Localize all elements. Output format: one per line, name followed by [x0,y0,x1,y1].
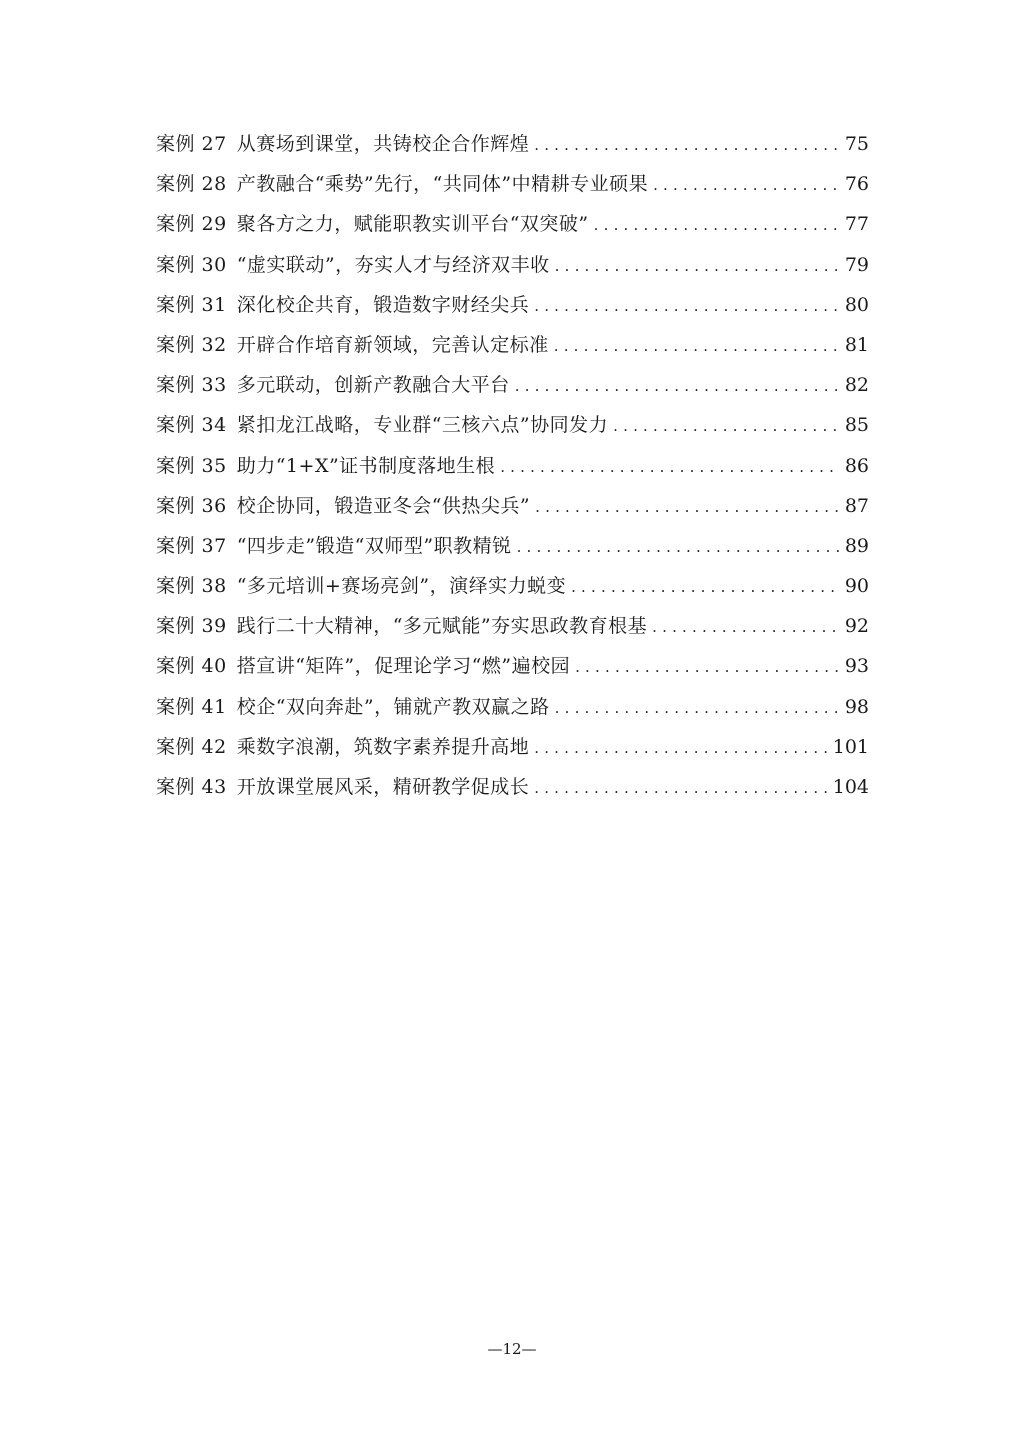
dot-leader [517,527,840,567]
toc-entry[interactable] [156,365,869,405]
toc-entry-label: 案例 34 [156,414,227,437]
dot-leader [534,125,840,165]
toc-entry-label: 案例 33 [156,374,227,397]
toc-entry[interactable] [156,606,869,646]
toc-entry-title: 紧扣龙江战略，专业群“三核六点”协同发力 [236,414,609,437]
toc-entry-page-number: 77 [844,213,869,236]
toc-entry[interactable] [156,566,869,606]
toc-entry-title: “多元培训+赛场亮剑”，演绎实力蜕变 [236,575,567,598]
toc-entry-page-number: 92 [844,615,869,638]
toc-entry-label: 案例 29 [156,213,227,236]
toc-entry[interactable] [156,727,869,767]
toc-entry-label: 案例 38 [156,575,227,598]
toc-entry-page-number: 98 [844,695,869,718]
dot-leader [555,246,840,286]
dot-leader [534,728,828,768]
toc-entry-label: 案例 28 [156,173,227,196]
toc-entry-title: 乘数字浪潮，筑数字素养提升高地 [236,735,530,758]
toc-entry[interactable] [156,204,869,244]
toc-entry-title: 校企“双向奔赴”，铺就产教双赢之路 [236,695,550,718]
toc-entry-page-number: 85 [844,414,869,437]
dot-leader [534,286,840,326]
toc-entry[interactable] [156,646,869,686]
dot-leader [534,768,828,808]
toc-entry-page-number: 79 [844,253,869,276]
dot-leader [594,205,840,245]
toc-entry-page-number: 104 [832,776,869,798]
toc-entry-label: 案例 35 [156,454,227,477]
table-of-contents [156,124,869,807]
toc-entry-label: 案例 42 [156,735,227,758]
toc-entry-label: 案例 31 [156,293,227,316]
toc-entry[interactable] [156,446,869,486]
toc-entry[interactable] [156,245,869,285]
toc-entry-label: 案例 37 [156,534,227,557]
toc-entry[interactable] [156,687,869,727]
toc-entry-title: 多元联动，创新产教融合大平台 [236,374,510,397]
toc-entry-label: 案例 32 [156,333,227,356]
toc-entry-page-number: 101 [832,735,869,758]
dot-leader [613,406,840,446]
toc-entry-page-number: 89 [844,534,869,557]
toc-entry-title: “虚实联动”，夯实人才与经济双丰收 [236,253,550,276]
toc-entry-page-number: 90 [844,575,869,598]
toc-entry[interactable] [156,486,869,526]
page-number: —12— [487,1340,537,1358]
toc-entry[interactable] [156,767,869,807]
toc-entry-title: 从赛场到课堂，共铸校企合作辉煌 [236,133,530,155]
toc-entry-page-number: 93 [844,655,869,678]
toc-entry-title: 践行二十大精神，“多元赋能”夯实思政教育根基 [236,615,648,638]
toc-entry-page-number: 80 [844,293,869,316]
toc-entry-title: 聚各方之力，赋能职教实训平台“双突破” [236,213,589,236]
dot-leader [575,647,840,687]
toc-entry-title: 开辟合作培育新领域，完善认定标准 [236,333,549,356]
toc-entry-label: 案例 40 [156,655,227,678]
dot-leader [555,688,840,728]
toc-entry-page-number: 75 [844,133,869,155]
dot-leader [535,487,840,527]
toc-entry-page-number: 87 [844,494,869,517]
toc-entry[interactable] [156,405,869,445]
dot-leader [653,165,840,205]
toc-entry[interactable] [156,285,869,325]
toc-entry[interactable] [156,526,869,566]
toc-entry-label: 案例 30 [156,253,227,276]
toc-entry-label: 案例 36 [156,494,227,517]
toc-entry-title: 深化校企共育，锻造数字财经尖兵 [236,293,530,316]
toc-entry-title: 搭宣讲“矩阵”，促理论学习“燃”遍校园 [236,655,571,678]
toc-entry-page-number: 76 [844,173,869,196]
dot-leader [554,326,840,366]
dot-leader [515,366,840,406]
toc-entry[interactable] [156,325,869,365]
toc-entry-label: 案例 39 [156,615,227,638]
toc-entry-page-number: 82 [844,374,869,397]
toc-entry-label: 案例 27 [156,133,227,155]
dot-leader [571,567,840,607]
toc-entry-title: 助力“1+X”证书制度落地生根 [236,454,496,477]
toc-entry-label: 案例 43 [156,776,227,798]
toc-entry-page-number: 81 [844,333,869,356]
toc-entry-label: 案例 41 [156,695,227,718]
toc-entry-page-number: 86 [844,454,869,477]
toc-entry-title: 产教融合“乘势”先行，“共同体”中精耕专业硕果 [236,173,649,196]
toc-entry-title: 校企协同，锻造亚冬会“供热尖兵” [236,494,531,517]
dot-leader [652,607,840,647]
toc-entry-title: “四步走”锻造“双师型”职教精锐 [236,534,512,557]
toc-entry[interactable] [156,124,869,164]
toc-entry-title: 开放课堂展风采，精研教学促成长 [236,776,530,798]
toc-entry[interactable] [156,164,869,204]
dot-leader [500,447,840,487]
